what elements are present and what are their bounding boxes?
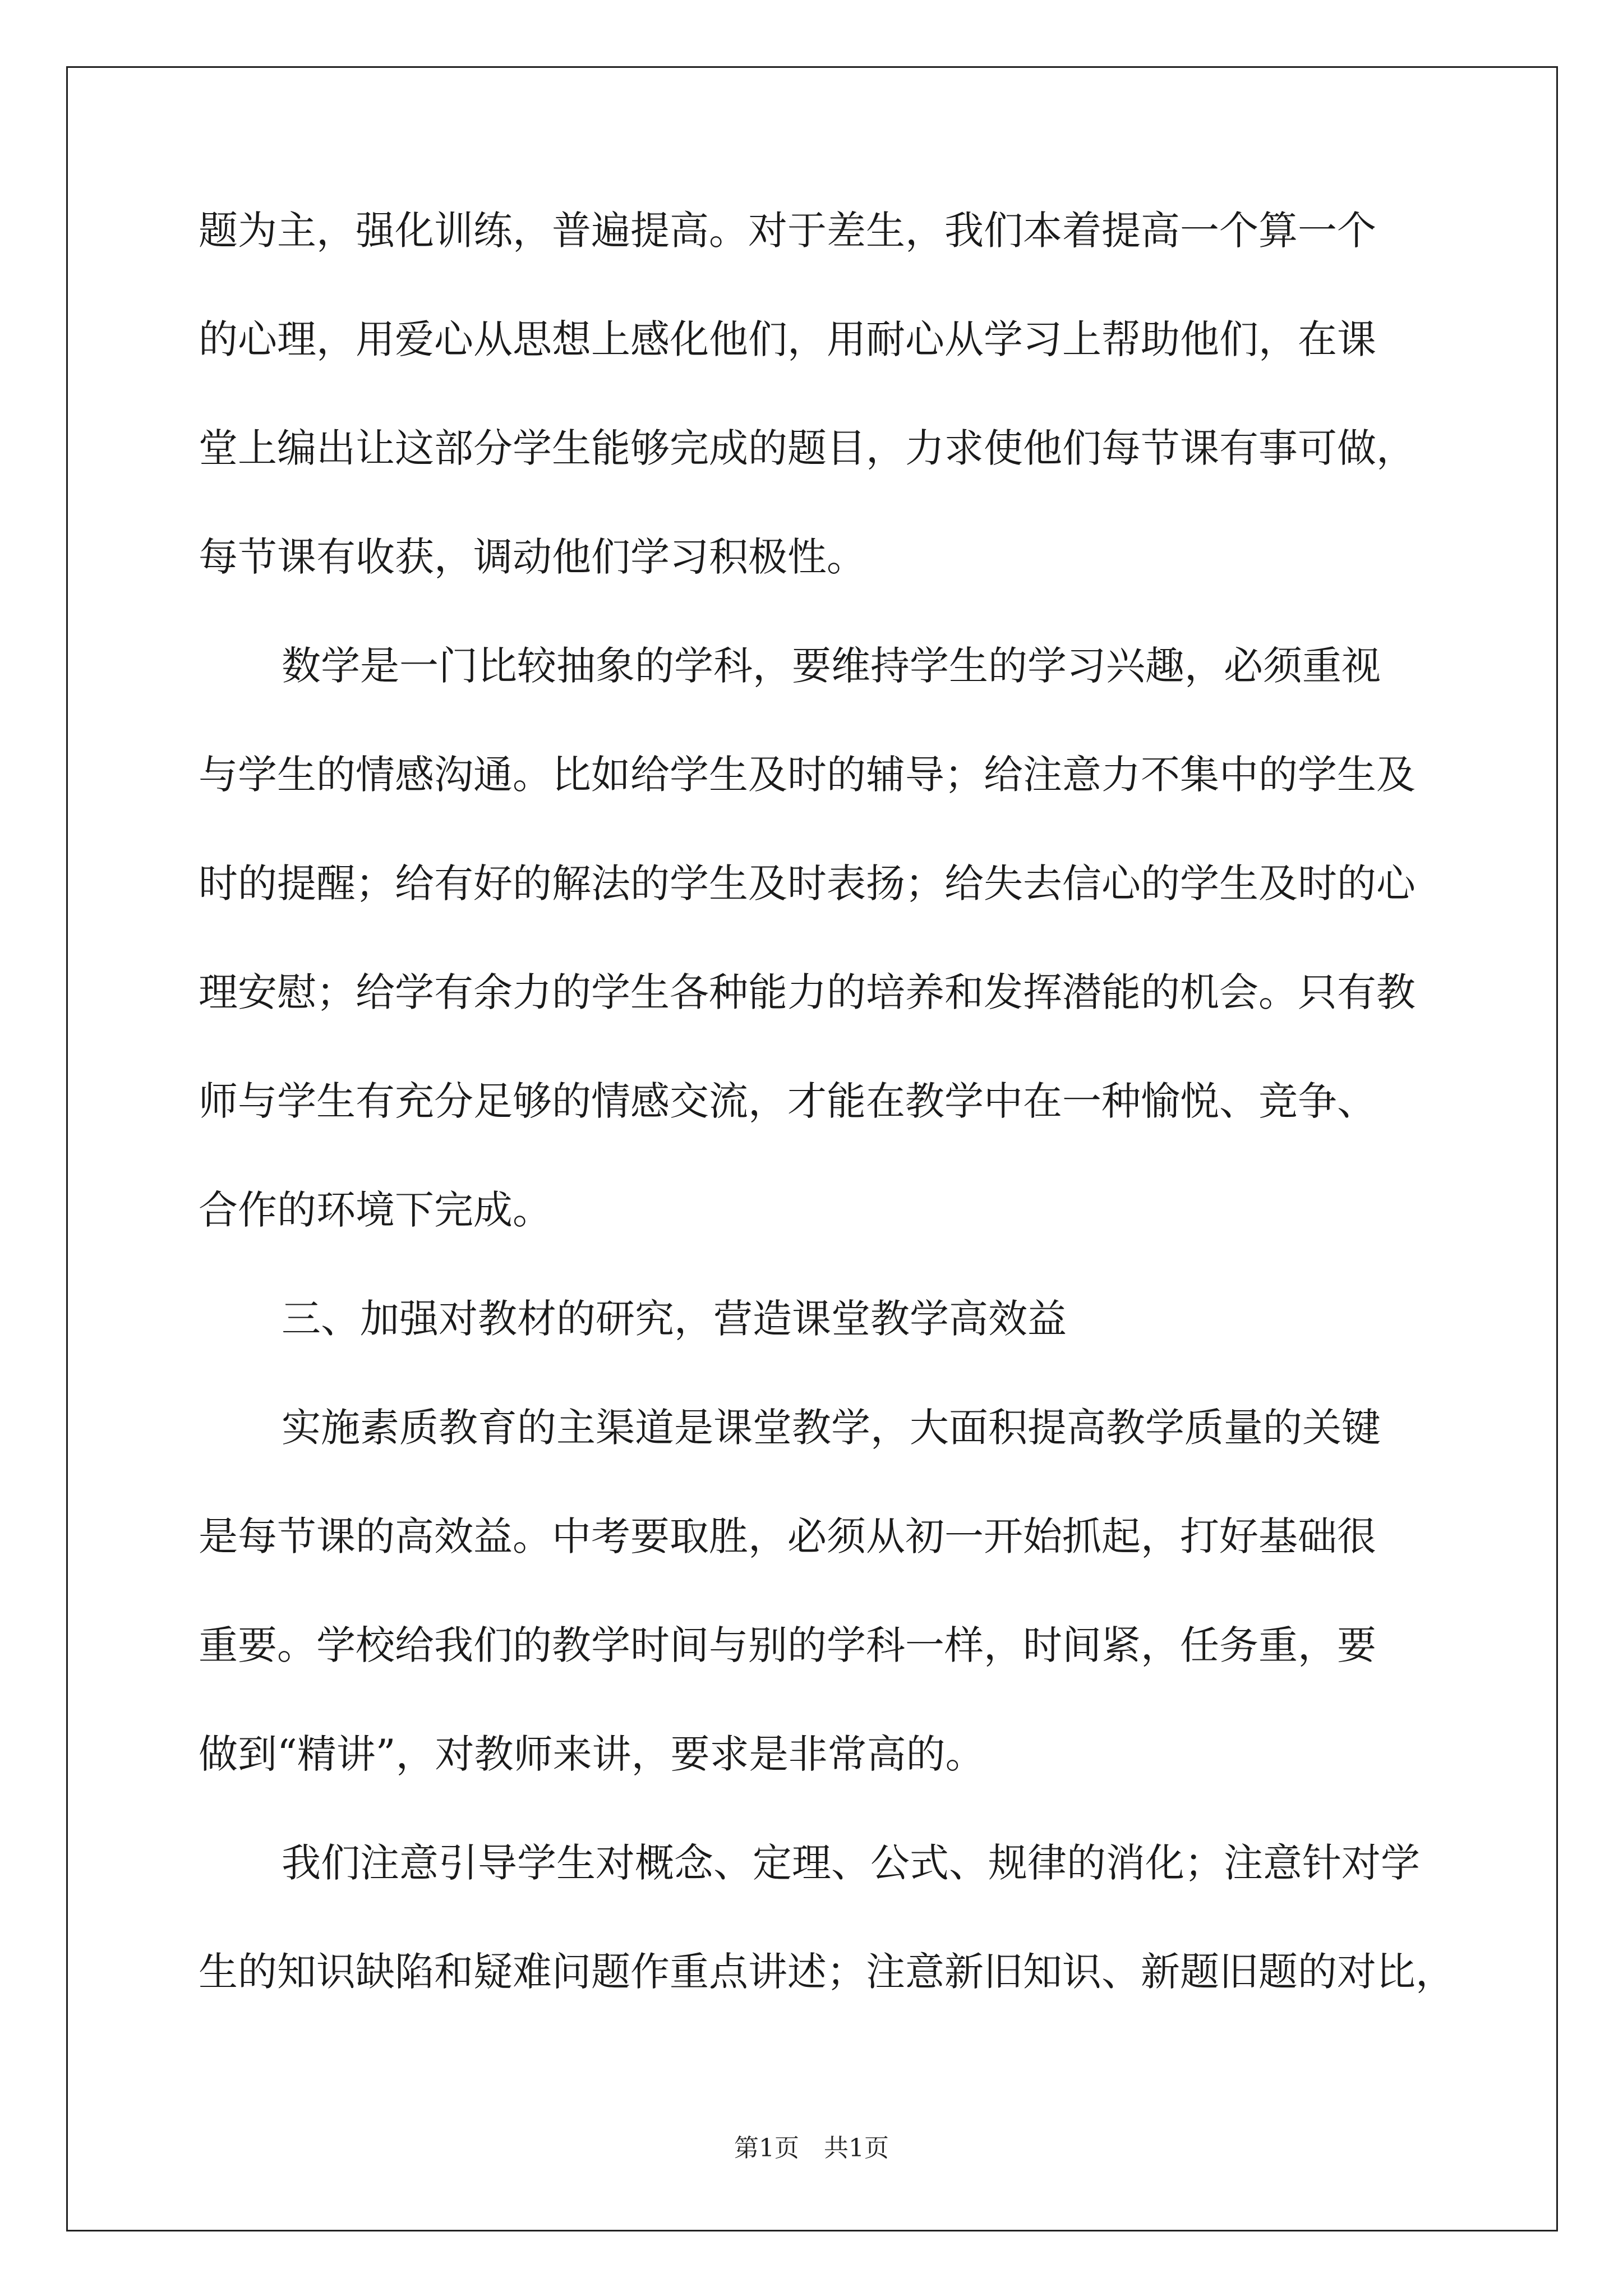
text-line: 与学生的情感沟通。比如给学生及时的辅导；给注意力不集中的学生及 <box>199 752 1415 798</box>
text-line: 做到“精讲”，对教师来讲，要求是非常高的。 <box>199 1731 985 1777</box>
text-line: 重要。学校给我们的教学时间与别的学科一样，时间紧，任务重，要 <box>199 1622 1376 1668</box>
text-line: 题为主，强化训练，普遍提高。对于差生，我们本着提高一个算一个 <box>199 208 1376 254</box>
paragraph-first-line: 实施素质教育的主渠道是课堂教学，大面积提高教学质量的关键 <box>282 1405 1381 1451</box>
text-line: 合作的环境下完成。 <box>199 1187 552 1233</box>
paragraph-first-line: 我们注意引导学生对概念、定理、公式、规律的消化；注意针对学 <box>282 1840 1420 1886</box>
text-line: 理安慰；给学有余力的学生各种能力的培养和发挥潜能的机会。只有教 <box>199 969 1415 1015</box>
document-body <box>199 206 1460 2056</box>
page-number-footer: 第1页 共1页 <box>734 2134 889 2162</box>
text-line: 时的提醒；给有好的解法的学生及时表扬；给失去信心的学生及时的心 <box>199 861 1415 907</box>
section-heading: 三、加强对教材的研究，营造课堂教学高效益 <box>282 1296 1067 1342</box>
text-line: 的心理，用爱心从思想上感化他们，用耐心从学习上帮助他们，在课 <box>199 316 1376 362</box>
text-line: 堂上编出让这部分学生能够完成的题目，力求使他们每节课有事可做， <box>199 425 1415 471</box>
text-line: 生的知识缺陷和疑难问题作重点讲述；注意新旧知识、新题旧题的对比， <box>199 1949 1455 1995</box>
text-line: 是每节课的高效益。中考要取胜，必须从初一开始抓起，打好基础很 <box>199 1513 1376 1559</box>
text-line: 师与学生有充分足够的情感交流，才能在教学中在一种愉悦、竞争、 <box>199 1078 1376 1124</box>
paragraph-first-line: 数学是一门比较抽象的学科，要维持学生的学习兴趣，必须重视 <box>282 643 1381 689</box>
text-line: 每节课有收获，调动他们学习积极性。 <box>199 534 866 580</box>
